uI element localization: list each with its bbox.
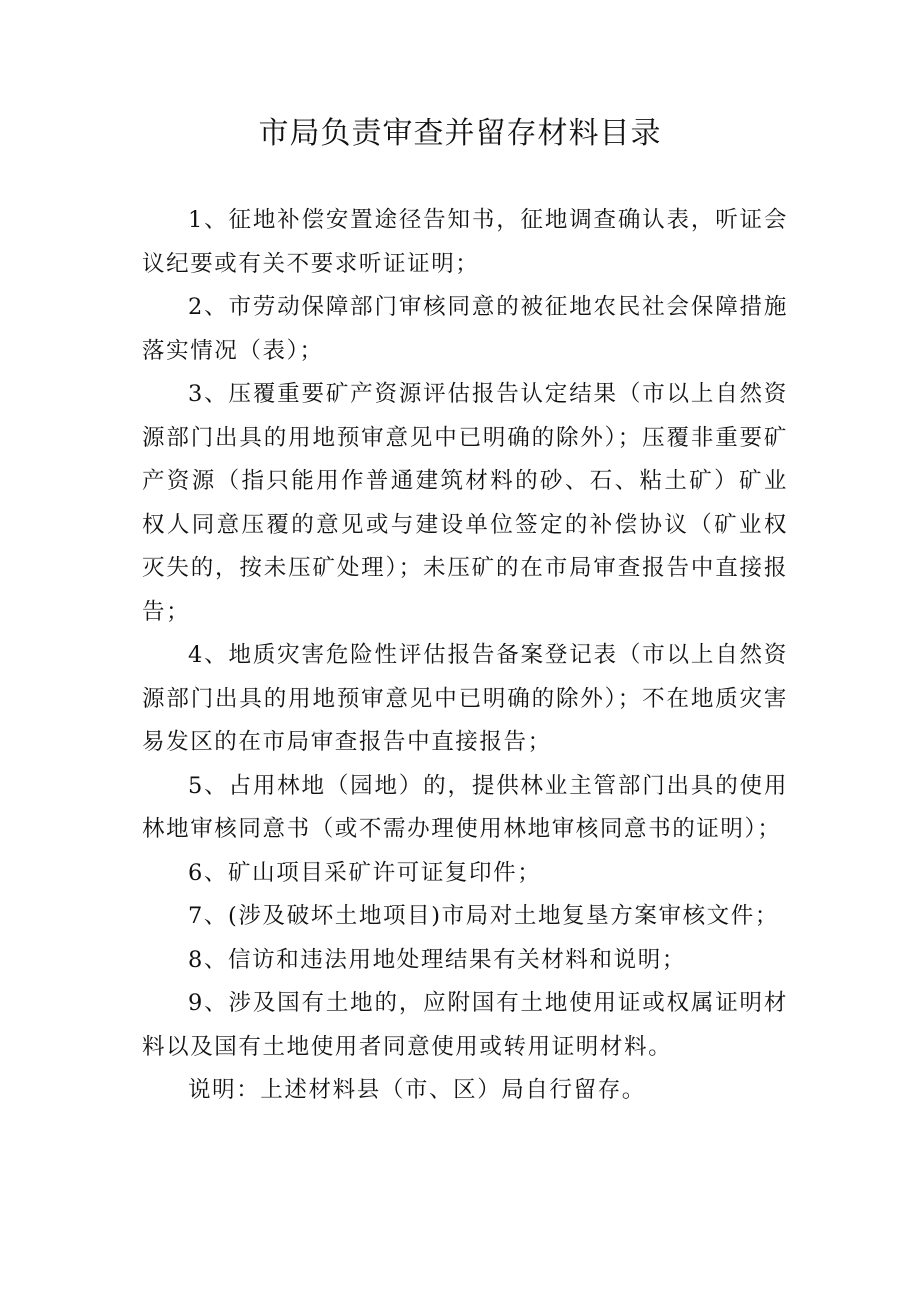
list-item-1: 1、征地补偿安置途径告知书，征地调查确认表，听证会议纪要或有关不要求听证证明；	[142, 207, 788, 277]
document-note: 说明：上述材料县（市、区）局自行留存。	[188, 1077, 646, 1103]
document-body	[142, 199, 788, 1113]
list-item-4: 4、地质灾害危险性评估报告备案登记表（市以上自然资源部门出具的用地预审意见中已明确的除外）；不在地质灾害易发区的在市局审查报告中直接报告；	[142, 642, 788, 755]
list-item-9: 9、涉及国有土地的，应附国有土地使用证或权属证明材料以及国有土地使用者同意使用或转用证明材料。	[142, 990, 788, 1060]
document-title: 市局负责审查并留存材料目录	[258, 116, 662, 151]
list-item-8: 8、信访和违法用地处理结果有关材料和说明；	[188, 946, 686, 973]
list-item-7: 7、(涉及破坏土地项目)市局对土地复垦方案审核文件；	[188, 903, 779, 929]
list-item-2: 2、市劳动保障部门审核同意的被征地农民社会保障措施落实情况（表）；	[142, 294, 788, 364]
list-item-5: 5、占用林地（园地）的，提供林业主管部门出具的使用林地审核同意书（或不需办理使用林地审核同意书的证明）；	[142, 772, 788, 842]
list-item-3: 3、压覆重要矿产资源评估报告认定结果（市以上自然资源部门出具的用地预审意见中已明确的除外）；压覆非重要矿产资源（指只能用作普通建筑材料的砂、石、粘土矿）矿业权人同意压覆的意见或与建设单位签定的补偿协议（矿业权灭失的，按未压矿处理）；未压矿的在市局审查报告中直接报告；	[142, 381, 788, 625]
list-item-6: 6、矿山项目采矿许可证复印件；	[188, 859, 542, 886]
